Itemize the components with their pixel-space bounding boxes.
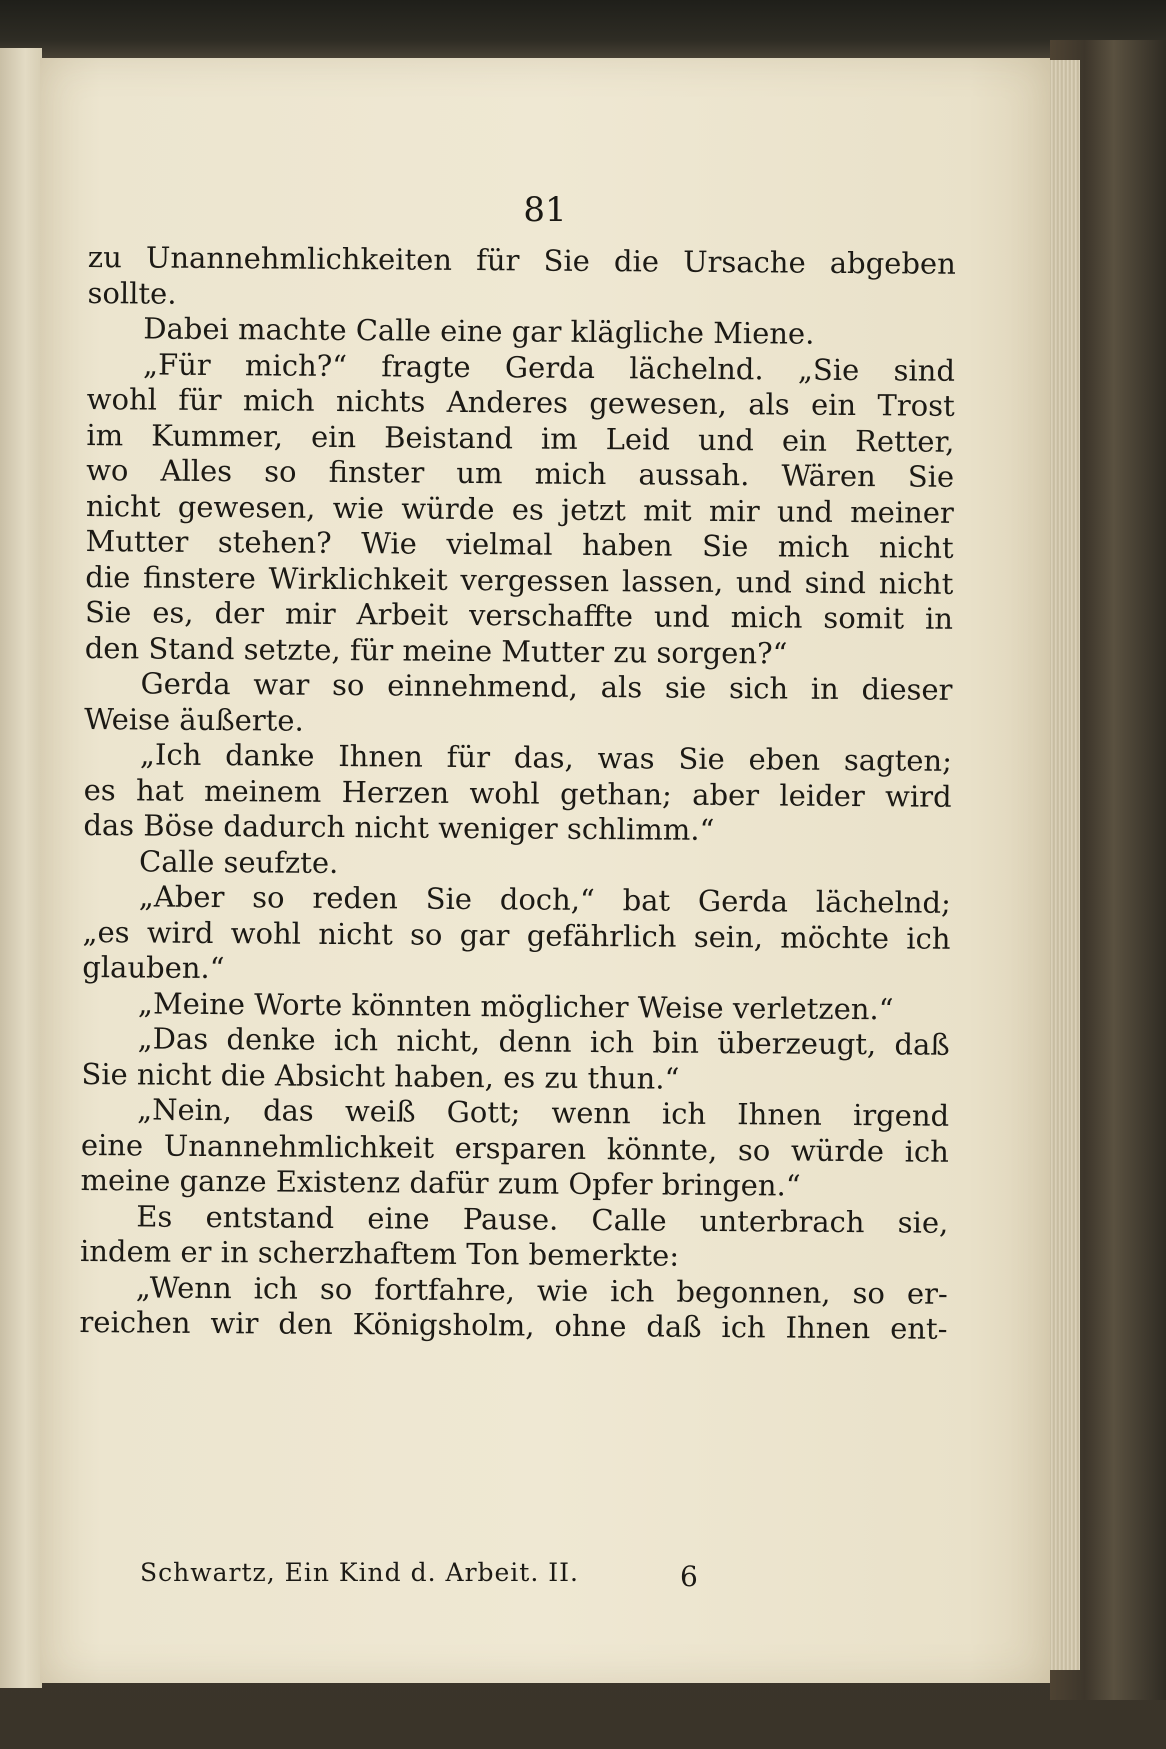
text-line: es hat meinem Herzen wohl gethan; aber leider wird: [83, 772, 952, 814]
text-line: den Stand setzte, für meine Mutter zu sorgen?“: [84, 630, 788, 671]
text-line: Sie nicht die Absicht haben, es zu thun.“: [81, 1056, 680, 1096]
sheet-number: 6: [680, 1560, 698, 1593]
text-line: „Für mich?“ fragte Gerda lächelnd. „Sie sind: [142, 346, 956, 388]
text-line: wo Alles so finster um mich aussah. Wären Sie: [86, 452, 955, 494]
text-line: Calle seufzte.: [138, 843, 339, 880]
body-text: [79, 240, 956, 1347]
text-line: „Ich danke Ihnen für das, was Sie eben sagten;: [139, 737, 953, 778]
text-line: nicht gewesen, wie würde es jetzt mit mir und meiner: [85, 488, 955, 530]
text-line: indem er in scherzhaftem Ton bemerkte:: [79, 1233, 680, 1273]
text-line: „Nein, das weiß Gott; wenn ich Ihnen irgend: [137, 1092, 950, 1133]
text-line: glauben.“: [82, 949, 225, 986]
signature-line: Schwartz, Ein Kind d. Arbeit. II.: [140, 1558, 579, 1587]
page-number: 81: [523, 190, 567, 230]
text-line: eine Unannehmlichkeit ersparen könnte, so würde ich: [80, 1127, 950, 1169]
book-page: [40, 58, 1050, 1683]
text-line: meine ganze Existenz dafür zum Opfer bringen.“: [80, 1162, 801, 1203]
text-line: Es entstand eine Pause. Calle unterbrach sie,: [136, 1198, 949, 1240]
text-line: sollte.: [87, 275, 177, 311]
left-page-edge: [0, 48, 42, 1688]
text-line: Mutter stehen? Wie vielmal haben Sie mich nicht: [85, 523, 954, 565]
text-line: zu Unannehmlichkeiten für Sie die Ursache abgeben: [87, 240, 956, 281]
text-line: wohl für mich nichts Anderes gewesen, als ein Trost: [86, 381, 955, 423]
text-line: „Meine Worte könnten möglicher Weise verletzen.“: [137, 985, 894, 1026]
text-line: „es wird wohl nicht so gar gefährlich sein, möchte ich: [82, 914, 951, 956]
text-line: das Böse dadurch nicht weniger schlimm.“: [83, 807, 715, 847]
text-line: Dabei machte Calle eine gar klägliche Miene.: [143, 311, 815, 351]
text-line: Sie es, der mir Arbeit verschaffte und mich somit in: [84, 594, 954, 636]
text-line: „Aber so reden Sie doch,“ bat Gerda lächelnd;: [138, 879, 951, 920]
text-line: Gerda war so einnehmend, als sie sich in dieser: [140, 666, 953, 707]
text-line: Weise äußerte.: [84, 701, 304, 738]
text-line: „Wenn ich so fortfahre, wie ich begonnen, so er-: [135, 1269, 948, 1311]
text-line: „Das denke ich nicht, denn ich bin überzeugt, daß: [137, 1021, 950, 1062]
text-line: die finstere Wirklichkeit vergessen lassen, und sind nicht: [85, 559, 954, 601]
text-line: im Kummer, ein Beistand im Leid und ein Retter,: [86, 417, 955, 459]
text-line: reichen wir den Königsholm, ohne daß ich Ihnen ent-: [79, 1304, 948, 1346]
